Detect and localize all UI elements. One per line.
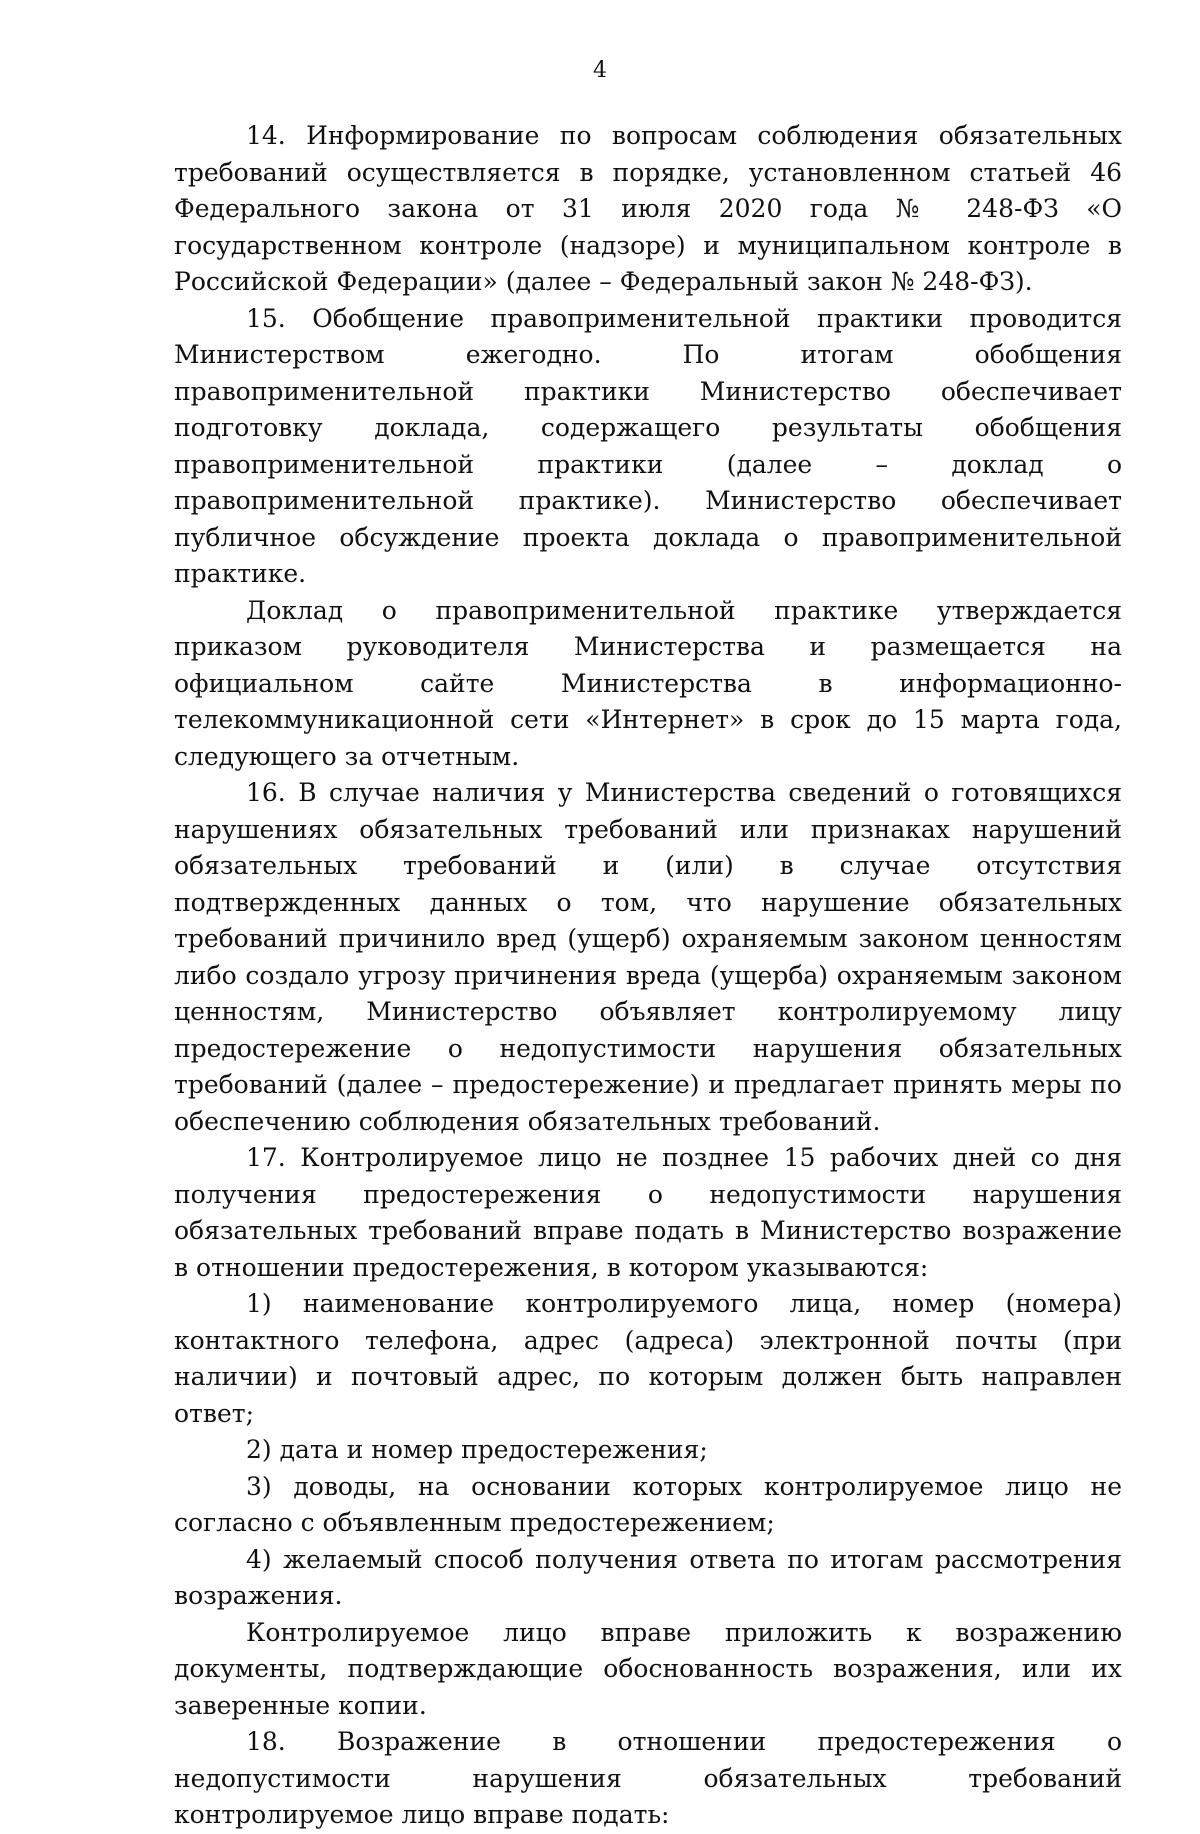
paragraph-report-approval: Доклад о правоприменительной практике утверждается приказом руководителя Министерства и размещается на официальном сайте Министерства в информационно-телекоммуникационной сети «Интернет» в срок до 15 марта года, следующего за отчетным. bbox=[174, 595, 1122, 771]
page-number: 4 bbox=[593, 58, 607, 83]
list-item-4: 4) желаемый способ получения ответа по итогам рассмотрения возражения. bbox=[174, 1544, 1122, 1610]
paragraph-16: 16. В случае наличия у Министерства сведений о готовящихся нарушениях обязательных требований или признаках нарушений обязательных требований и (или) в случае отсутствия подтвержденных данных о том, что нарушение обязательных требований причинило вред (ущерб) охраняемым законом ценностям либо создало угрозу причинения вреда (ущерба) охраняемым законом ценностям, Министерство объявляет контролируемому лицу предостережение о недопустимости нарушения обязательных требований (далее – предостережение) и предлагает принять меры по обеспечению соблюдения обязательных требований. bbox=[174, 778, 1122, 1136]
list-item-3: 3) доводы, на основании которых контролируемое лицо не согласно с объявленным предостережением; bbox=[174, 1471, 1122, 1537]
paragraph-attachments: Контролируемое лицо вправе приложить к возражению документы, подтверждающие обоснованность возражения, или их заверенные копии. bbox=[174, 1617, 1122, 1720]
paragraph-18: 18. Возражение в отношении предостережения о недопустимости нарушения обязательных требований контролируемое лицо вправе подать: bbox=[174, 1727, 1122, 1829]
list-item-2: 2) дата и номер предостережения; bbox=[246, 1435, 708, 1464]
paragraph-15: 15. Обобщение правоприменительной практики проводится Министерством ежегодно. По итогам обобщения правоприменительной практики Министерство обеспечивает подготовку доклада, содержащего результаты обобщения правоприменительной практики (далее – доклад о правоприменительной практике). Министерство обеспечивает публичное обсуждение проекта доклада о правоприменительной практике. bbox=[174, 303, 1122, 588]
paragraph-14: 14. Информирование по вопросам соблюдения обязательных требований осуществляется в порядке, установленном статьей 46 Федерального закона от 31 июля 2020 года № 248-ФЗ «О государственном контроле (надзоре) и муниципальном контроле в Российской Федерации» (далее – Федеральный закон № 248-ФЗ). bbox=[174, 121, 1122, 296]
paragraph-17: 17. Контролируемое лицо не позднее 15 рабочих дней со дня получения предостережения о недопустимости нарушения обязательных требований вправе подать в Министерство возражение в отношении предостережения, в котором указываются: bbox=[174, 1143, 1122, 1282]
list-item-1: 1) наименование контролируемого лица, номер (номера) контактного телефона, адрес (адреса) электронной почты (при наличии) и почтовый адрес, по которым должен быть направлен ответ; bbox=[174, 1289, 1122, 1428]
document-body bbox=[174, 118, 1122, 1834]
